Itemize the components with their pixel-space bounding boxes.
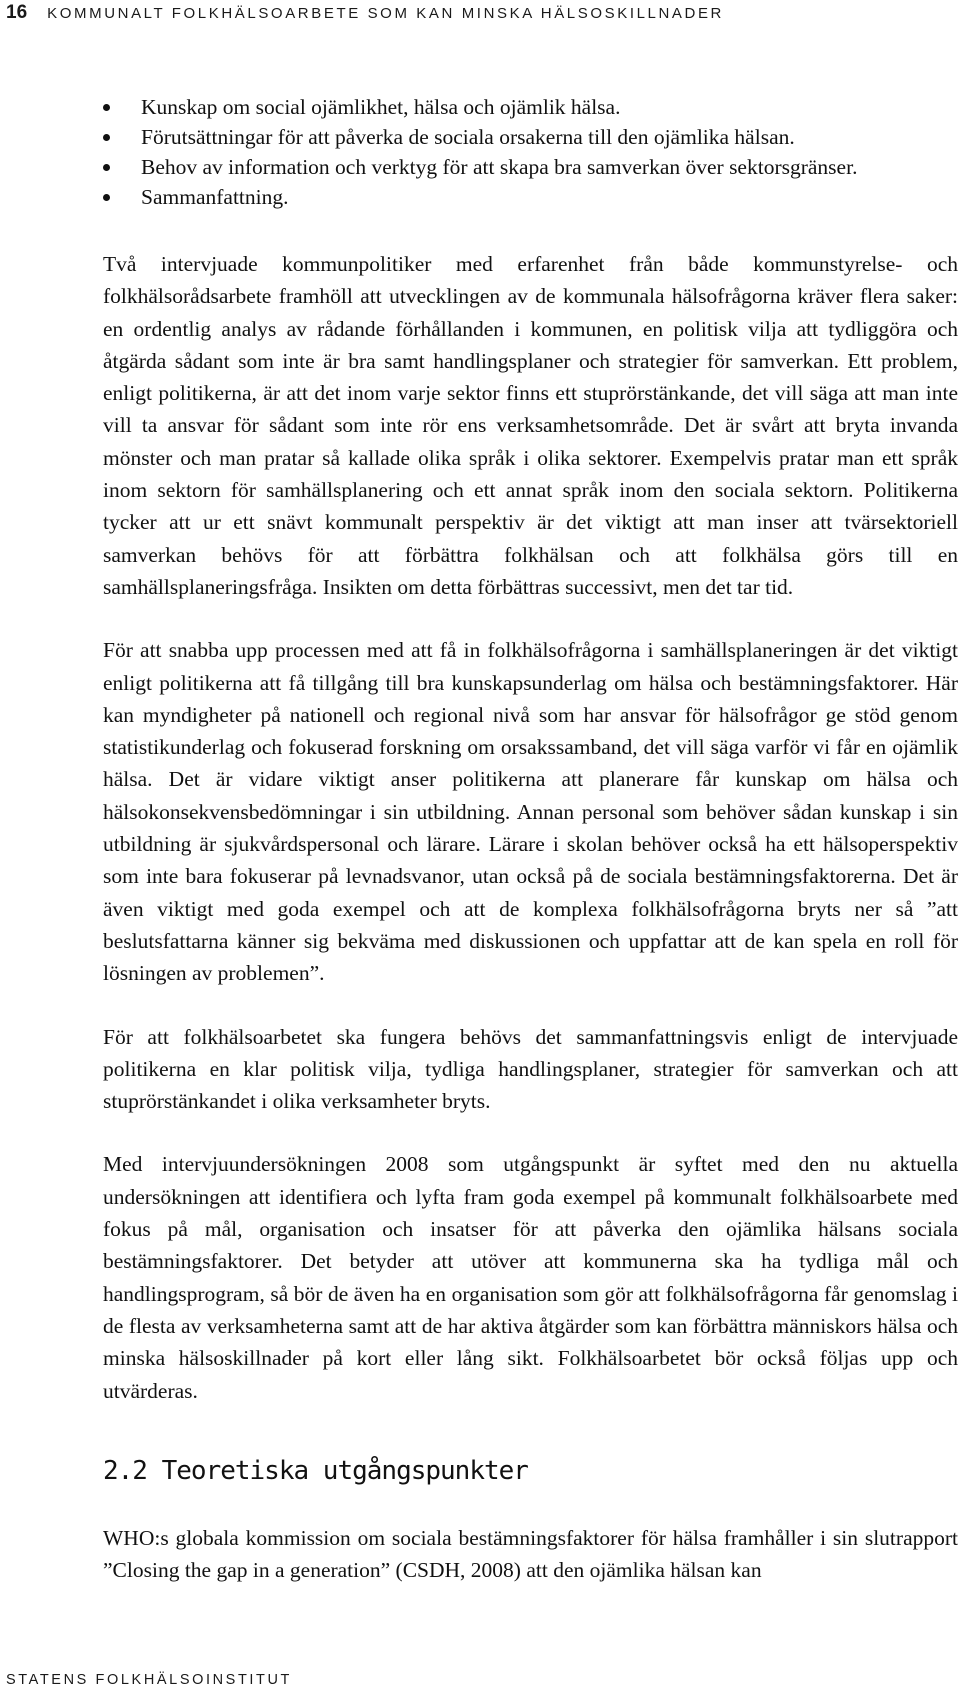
list-item-text: Förutsättningar för att påverka de sociala orsakerna till den ojämlika hälsan. bbox=[141, 125, 795, 149]
body-paragraph: För att snabba upp processen med att få in folkhälsofrågorna i samhällsplaneringen är det viktigt enligt politikerna att få tillgång till bra kunskapsunderlag om hälsa och bestämningsfaktorer. Här kan myndigheter på nationell och regional nivå som har ansvar för hälsofrågor ge stöd genom statistikunderlag och fokuserad forskning om orsakssamband, det vill säga varför vi får en ojämlik hälsa. Det är vidare viktigt anser politikerna att planerare får kunskap om hälsa och hälsokonsekvensbedömningar i sin utbildning. Annan personal som behöver sådan kunskap i sin utbildning är sjukvårdspersonal och lärare. Lärare i skolan behöver också ha ett hälsoperspektiv som inte bara fokuserar på levnadsvanor, utan också på de sociala bestämningsfaktorerna. Det är även viktigt med goda exempel och att de komplexa folkhälsofrågorna bryts ner så ”att beslutsfattarna känner sig bekväma med diskussionen och uppfattar att de kan spela en roll för lösningen av problemen”. bbox=[103, 638, 958, 986]
body-paragraph: För att folkhälsoarbetet ska fungera behövs det sammanfattningsvis enligt de intervjuade politikerna en klar politisk vilja, tydliga handlingsplaner, strategier för samverkan och att stuprörstänkandet i olika verksamheter bryts. bbox=[103, 1024, 958, 1114]
list-item bbox=[103, 152, 958, 182]
list-item-text: Sammanfattning. bbox=[141, 185, 289, 209]
bullet-icon bbox=[103, 164, 110, 171]
body-paragraph: WHO:s globala kommission om sociala bestämningsfaktorer för hälsa framhåller i sin slutrapport ”Closing the gap in a generation” (CSDH, 2008) att den ojämlika hälsan kan bbox=[103, 1525, 958, 1583]
bullet-list bbox=[103, 92, 958, 212]
bullet-icon bbox=[103, 104, 110, 111]
section-heading: 2.2 Teoretiska utgångspunkter bbox=[103, 1455, 528, 1486]
page-number: 16 bbox=[6, 2, 28, 23]
running-header-title: KOMMUNALT FOLKHÄLSOARBETE SOM KAN MINSKA HÄLSOSKILLNADER bbox=[47, 5, 724, 22]
list-item bbox=[103, 92, 958, 122]
body-paragraph: Två intervjuade kommunpolitiker med erfarenhet från både kommunstyrelse- och folkhälsorådsarbete framhöll att utvecklingen av de kommunala hälsofrågorna kräver flera saker: en ordentlig analys av rådande förhållanden i kommunen, en politisk vilja att tydliggöra och åtgärda sådant som inte är bra samt handlingsplaner och strategier för samverkan. Ett problem, enligt politikerna, är att det inom varje sektor finns ett stuprörstänkande, det vill säga att man inte vill ta ansvar för sådant som inte rör ens verksamhetsområde. Det är svårt att bryta invanda mönster och man pratar så kallade olika språk i olika sektorer. Exempelvis pratar man ett språk inom sektorn för samhällsplanering och ett annat språk inom den sociala sektorn. Politikerna tycker att ur ett snävt kommunalt perspektiv är det viktigt att man inser att tvärsektoriell samverkan behövs för att förbättra folkhälsan och att folkhälsa görs till en samhällsplaneringsfråga. Insikten om detta förbättras successivt, men det tar tid. bbox=[103, 252, 958, 599]
list-item bbox=[103, 182, 958, 212]
body-paragraph: Med intervjuundersökningen 2008 som utgångspunkt är syftet med den nu aktuella undersökningen att identifiera och lyfta fram goda exempel på kommunalt folkhälsoarbete med fokus på mål, organisation och insatser för att påverka den ojämlika hälsans sociala bestämningsfaktorer. Det betyder att utöver att kommunerna ska ha tydliga mål och handlingsprogram, så bör de även ha en organisation som gör att folkhälsofrågorna får genomslag i de flesta av verksamheterna samt att de har aktiva åtgärder som kan förbättra människors hälsa och minska hälsoskillnader på kort eller lång sikt. Folkhälsoarbetet bör också följas upp och utvärderas. bbox=[103, 1152, 958, 1403]
running-header bbox=[6, 2, 724, 24]
page-content bbox=[103, 92, 958, 1586]
bullet-icon bbox=[103, 134, 110, 141]
bullet-icon bbox=[103, 194, 110, 201]
list-item bbox=[103, 122, 958, 152]
list-item-text: Kunskap om social ojämlikhet, hälsa och ojämlik hälsa. bbox=[141, 95, 621, 119]
running-footer: STATENS FOLKHÄLSOINSTITUT bbox=[6, 1672, 293, 1688]
list-item-text: Behov av information och verktyg för att skapa bra samverkan över sektorsgränser. bbox=[141, 155, 858, 179]
